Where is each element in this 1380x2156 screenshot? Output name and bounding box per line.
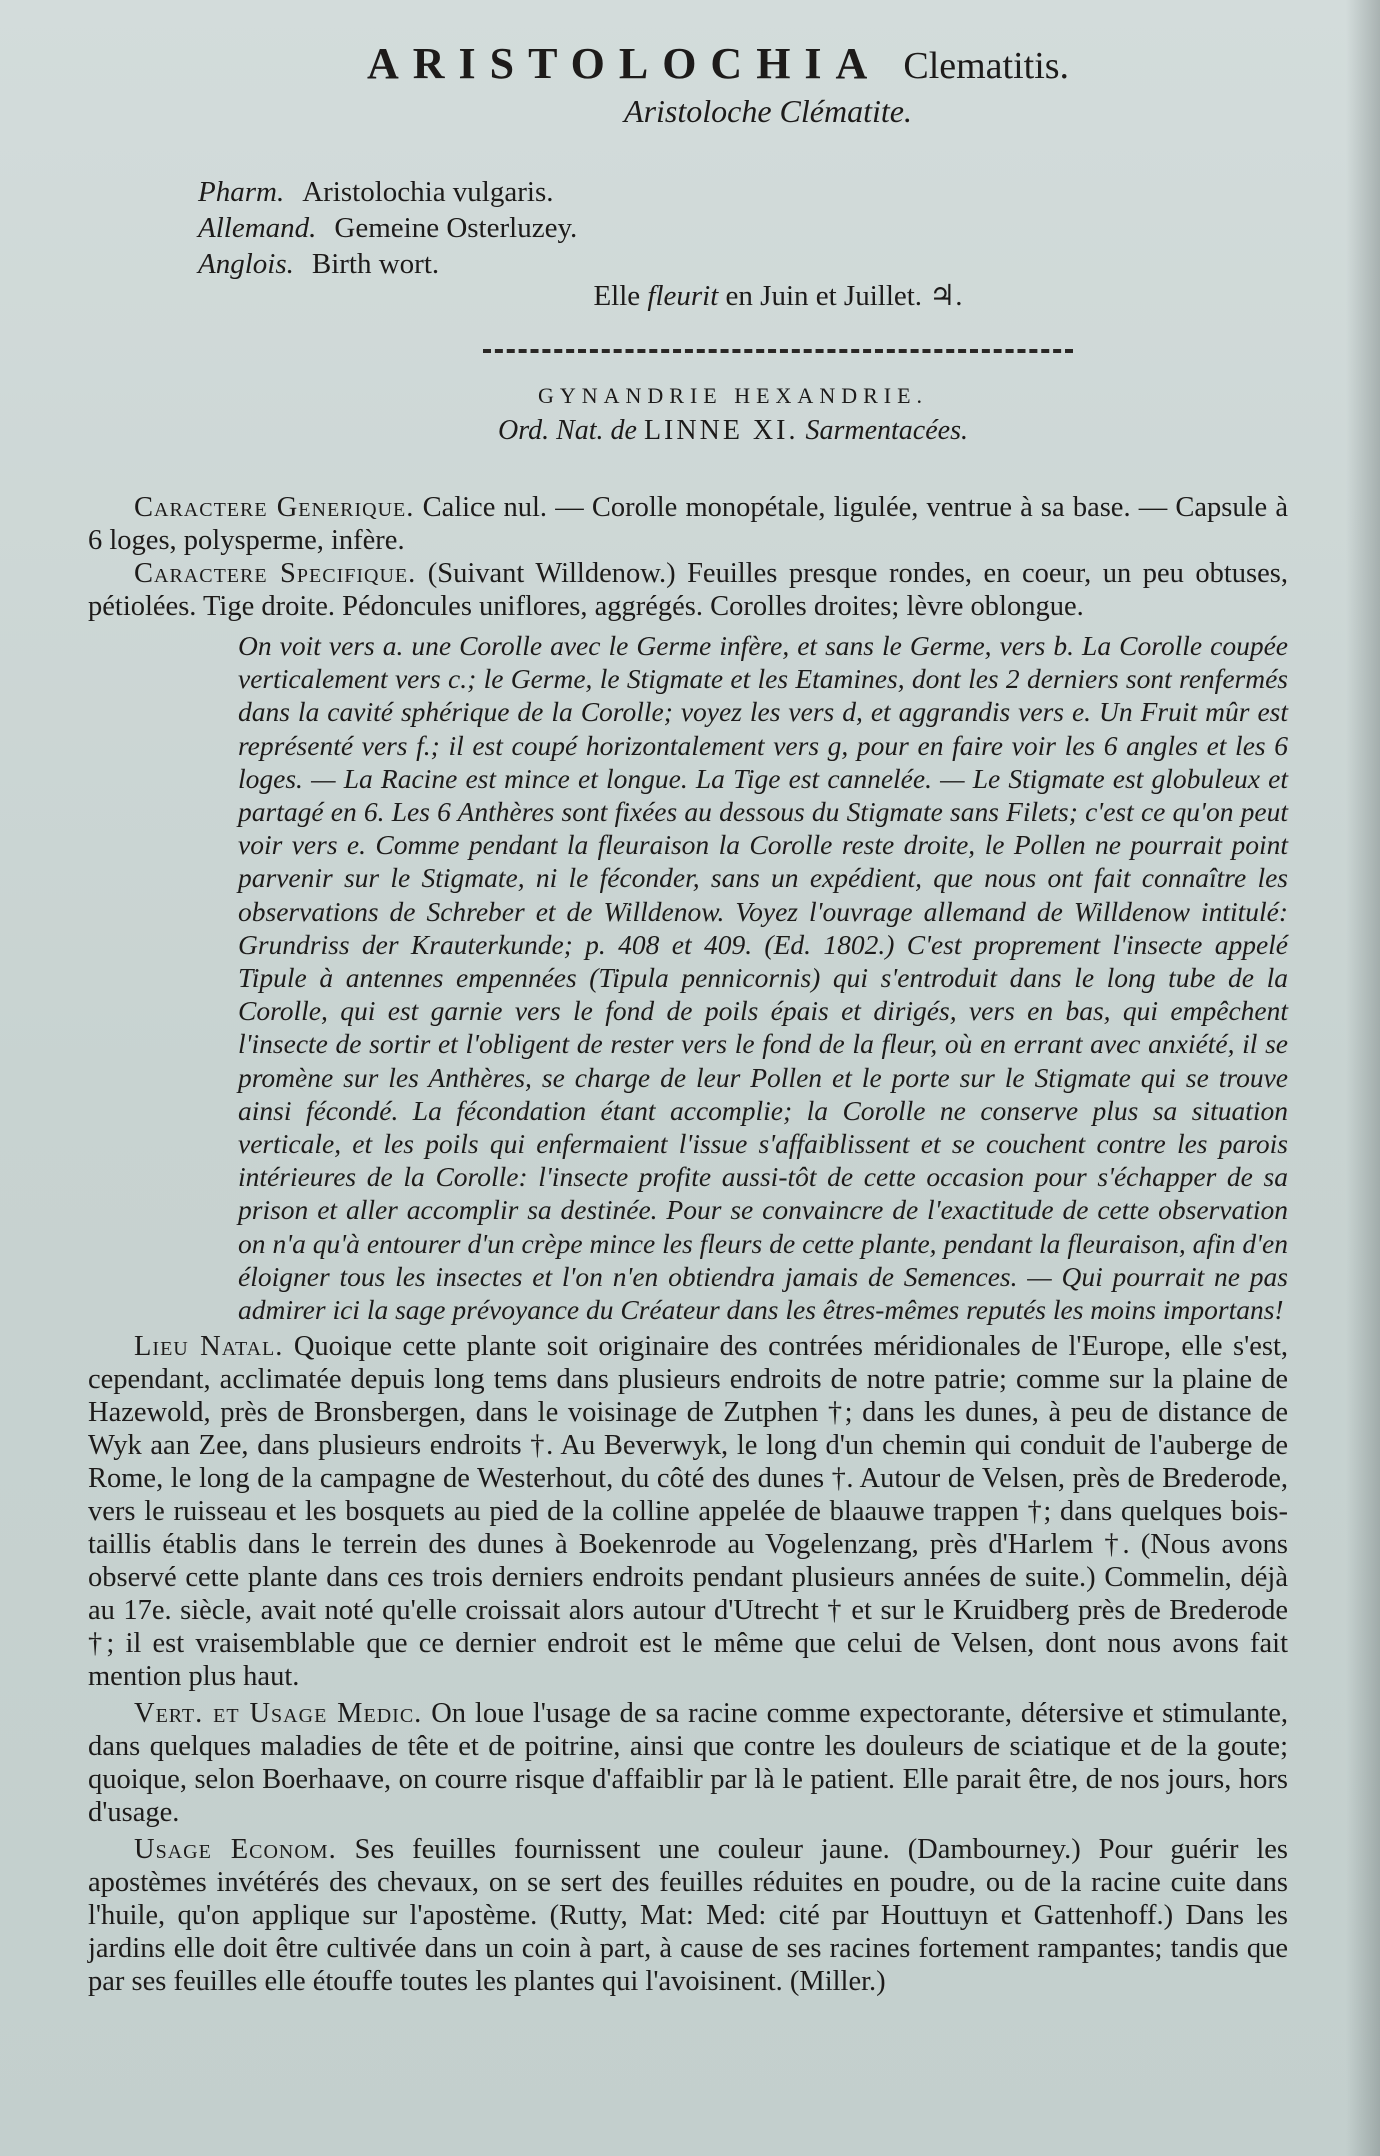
linnaean-class: GYNANDRIE HEXANDRIE. bbox=[537, 383, 929, 408]
name-value: Birth wort. bbox=[311, 248, 440, 280]
species-name: Clematitis. bbox=[903, 45, 1070, 87]
title-block bbox=[148, 38, 1288, 130]
econom-label: Usage Econom. bbox=[134, 1834, 337, 1866]
order-prefix: Ord. Nat. de bbox=[497, 415, 637, 446]
name-language: Pharm. bbox=[198, 176, 285, 208]
name-row bbox=[198, 174, 1288, 210]
name-value: Gemeine Osterluzey. bbox=[334, 212, 578, 244]
generic-label: Caractere Generique. bbox=[134, 492, 415, 523]
generic-text: Calice nul. — Corolle monopétale, ligulée, ventrue à sa base. — Capsule à 6 loges, polysperme, infère. bbox=[88, 492, 1288, 556]
lieu-label: Lieu Natal. bbox=[134, 1331, 284, 1363]
name-row bbox=[198, 210, 1288, 246]
specific-character bbox=[88, 557, 1288, 623]
bloom-prefix: Elle bbox=[593, 280, 641, 312]
natural-order bbox=[178, 415, 1288, 447]
economic-use bbox=[88, 1833, 1288, 1998]
specific-label: Caractere Specifique. bbox=[134, 558, 417, 589]
genus-name: ARISTOLOCHIA bbox=[366, 39, 882, 88]
page-edge-shadow bbox=[1346, 0, 1380, 2156]
native-habitat bbox=[88, 1330, 1288, 1693]
lieu-text: Quoique cette plante soit originaire des contrées méridionales de l'Europe, elle s'est, cependant, acclimatée depuis long tems dans plusieurs endroits de notre patrie; comme sur la plaine de Hazewold, près de Bronsbergen, dans le voisinage de Zutphen †; dans les dunes, à peu de distance de Wyk aan Zee, dans plusieurs endroits †. Au Beverwyk, le long d'un chemin qui conduit de l'auberge de Rome, le long de la campagne de Westerhout, du côté des dunes †. Autour de Velsen, près de Brederode, vers le ruisseau et les bosquets au pied de la colline appelée de blaauwe trappen †; dans quelques bois-taillis établis dans le terrein des dunes à Boekenrode au Vogelenzang, près d'Harlem †. (Nous avons observé cette plante dans ces trois derniers endroits pendant plusieurs années de suite.) Commelin, déjà au 17e. siècle, avait noté qu'elle croissait alors autour d'Utrecht † et sur le Kruidberg près de Brederode †; il est vraisemblable que ce dernier endroit est le même que celui de Velsen, dont nous avons fait mention plus haut. bbox=[88, 1331, 1288, 1693]
french-name: Aristoloche Clématite. bbox=[624, 93, 912, 129]
order-suffix: Sarmentacées. bbox=[805, 415, 968, 446]
econom-text: Ses feuilles fournissent une couleur jaune. (Dambourney.) Pour guérir les apostèmes invétérés des chevaux, on se sert des feuilles réduites en poudre, ou de la racine cuite dans l'huile, qu'on applique sur l'apostème. (Rutty, Mat: Med: cité par Houttuyn et Gattenhoff.) Dans les jardins elle doit être cultivée dans un coin à part, à cause de ses racines fortement rampantes; tandis que par ses feuilles elle étouffe toutes les plantes qui l'avoisinent. (Miller.) bbox=[88, 1834, 1289, 1998]
name-value: Aristolochia vulgaris. bbox=[302, 176, 554, 208]
dashed-divider bbox=[483, 349, 1073, 353]
bloom-verb: fleurit bbox=[647, 280, 719, 312]
name-row bbox=[198, 246, 1288, 282]
medic-text: On loue l'usage de sa racine comme expectorante, détersive et stimulante, dans quelques maladies de tête et de poitrine, ainsi que contre les douleurs de sciatique et de la goute; quoique, selon Boerhaave, on courre risque d'affaiblir par là le patient. Elle parait être, de nos jours, hors d'usage. bbox=[88, 1698, 1288, 1829]
generic-character bbox=[88, 491, 1288, 557]
name-language: Anglois. bbox=[198, 248, 294, 280]
specific-text: (Suivant Willdenow.) Feuilles presque rondes, en coeur, un peu obtuses, pétiolées. Tige droite. Pédoncules uniflores, aggrégés. Corolles droites; lèvre oblongue. bbox=[88, 558, 1288, 622]
flowering-line bbox=[268, 278, 1288, 313]
order-linne: LINNE XI. bbox=[643, 415, 799, 446]
bloom-suffix: en Juin et Juillet. ♃. bbox=[725, 280, 963, 312]
figure-description: On voit vers a. une Corolle avec le Germe infère, et sans le Germe, vers b. La Corolle coupée verticalement vers c.; le Germe, le Stigmate et les Etamines, dont les 2 derniers sont renfermés dans la cavité sphérique de la Corolle; voyez les vers d, et aggrandis vers e. Un Fruit mûr est représenté vers f.; il est coupé horizontalement vers g, pour en faire voir les 6 angles et les 6 loges. — La Racine est mince et longue. La Tige est cannelée. — Le Stigmate est globuleux et partagé en 6. Les 6 Anthères sont fixées au dessous du Stigmate sans Filets; c'est ce qu'on peut voir vers e. Comme pendant la fleuraison la Corolle reste droite, le Pollen ne pourrait point parvenir sur le Stigmate, ni le féconder, sans un expédient, que nous ont fait connaître les observations de Schreber et de Willdenow. Voyez l'ouvrage allemand de Willdenow intitulé: Grundriss der Krauterkunde; p. 408 et 409. (Ed. 1802.) C'est proprement l'insecte appelé Tipule à antennes empennées (Tipula pennicornis) qui s'entroduit dans le long tube de la Corolle, qui est garnie vers le fond de poils épais et dirigés, vers en bas, qui empêchent l'insecte de sortir et l'obligent de rester vers le fond de la fleur, où en errant avec anxiété, il se promène sur les Anthères, se charge de leur Pollen et le porte sur le Stigmate qui se trouve ainsi fécondé. La fécondation étant accomplie; la Corolle ne conserve plus sa situation verticale, et les poils qui enfermaient l'issue s'affaiblissent et se couchent contre les parois intérieures de la Corolle: l'insecte profite aussi-tôt de cette occasion pour s'échapper de sa prison et aller accomplir sa destinée. Pour se convaincre de l'exactitude de cette observation on n'a qu'à entourer d'un crèpe mince les fleurs de cette plante, pendant la fleuraison, afin d'en éloigner tous les insectes et l'on n'en obtiendra jamais de Semences. — Qui pourrait ne pas admirer ici la sage prévoyance du Créateur dans les êtres-mêmes reputés les moins importans! bbox=[238, 630, 1288, 1326]
vernacular-names bbox=[198, 174, 1288, 282]
medic-label: Vert. et Usage Medic. bbox=[134, 1698, 423, 1730]
medical-use bbox=[88, 1697, 1288, 1829]
name-language: Allemand. bbox=[198, 212, 317, 244]
